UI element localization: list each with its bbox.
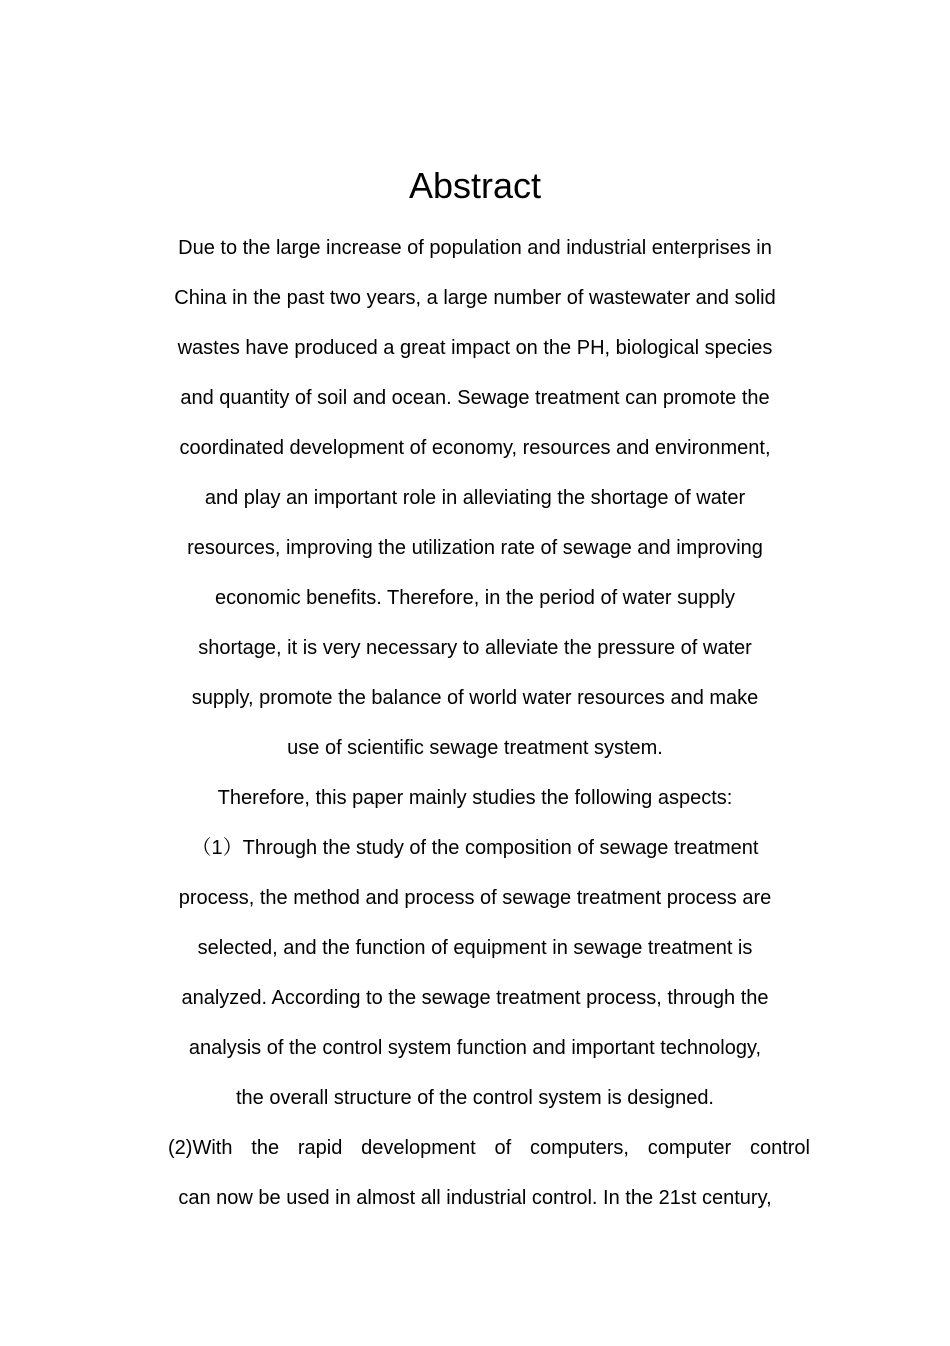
text-line: and play an important role in alleviating the shortage of water (204, 487, 746, 509)
page-title: Abstract (408, 165, 542, 206)
text-line: supply, promote the balance of world water resources and make (191, 687, 759, 709)
text-line: analyzed. According to the sewage treatment process, through the (181, 987, 769, 1009)
text-line: selected, and the function of equipment in sewage treatment is (197, 937, 753, 959)
text-line: economic benefits. Therefore, in the period of water supply (215, 587, 735, 609)
text-line: （1）Through the study of the composition of sewage treatment (191, 837, 759, 859)
text-line: Therefore, this paper mainly studies the following aspects: (217, 787, 733, 809)
text-line: analysis of the control system function and important technology, (188, 1037, 762, 1059)
text-line: the overall structure of the control system is designed. (235, 1087, 714, 1109)
text-line: (2)With the rapid development of computers, computer control (168, 1137, 810, 1159)
text-line: can now be used in almost all industrial control. In the 21st century, (178, 1187, 772, 1209)
text-line: and quantity of soil and ocean. Sewage treatment can promote the (180, 387, 770, 409)
text-line: wastes have produced a great impact on the PH, biological species (177, 337, 773, 359)
text-line: process, the method and process of sewage treatment process are (178, 887, 772, 909)
text-line: China in the past two years, a large number of wastewater and solid (174, 287, 776, 309)
text-line: use of scientific sewage treatment system. (287, 737, 663, 759)
text-line: coordinated development of economy, resources and environment, (179, 437, 771, 459)
text-line: Due to the large increase of population and industrial enterprises in (178, 237, 772, 259)
text-line: shortage, it is very necessary to alleviate the pressure of water (198, 637, 752, 659)
text-line: resources, improving the utilization rate of sewage and improving (187, 537, 763, 559)
abstract-body (140, 223, 810, 1223)
